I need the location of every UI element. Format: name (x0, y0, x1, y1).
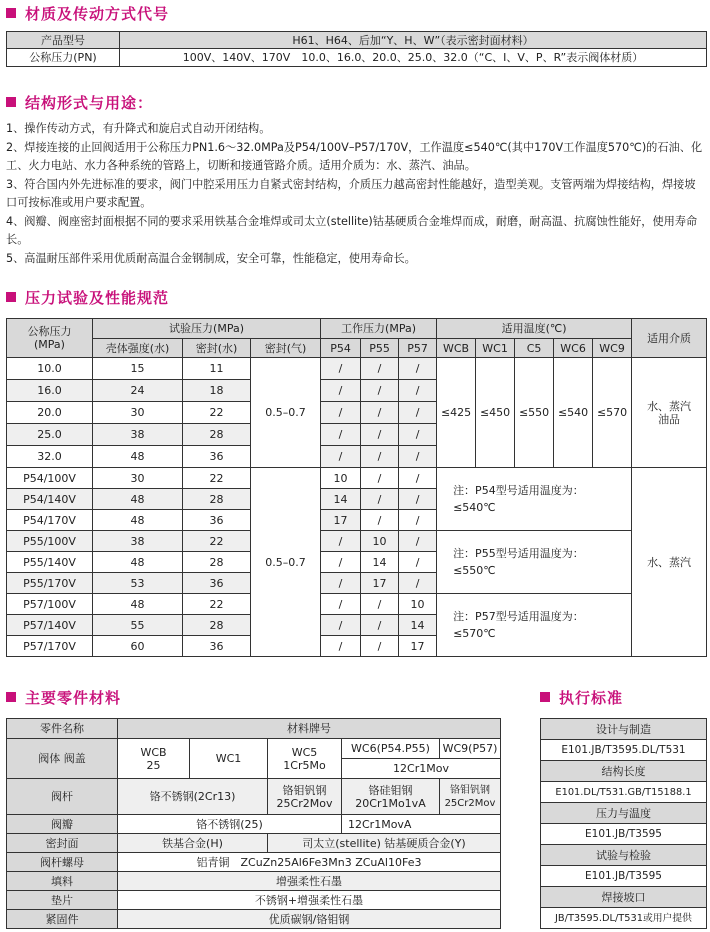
seal-cell: 28 (183, 615, 251, 636)
pn-cell: P54/140V (7, 489, 93, 510)
p55-cell: 17 (361, 573, 399, 594)
wc9-header: WC9 (593, 339, 632, 358)
list-item: 2、焊接连接的止回阀适用于公称压力PN1.6～32.0MPa及P54/100V–P57/170V，工作温度≤540℃(其中170V工作温度570℃)的石油、化工、火力电站、水力各种系统的管路上，切断和接通管路介质。适用介质为：水、蒸汽、油品。 (6, 140, 703, 172)
pn-cell: 20.0 (7, 402, 93, 424)
wc6-header: WC6 (554, 339, 593, 358)
p54-cell: / (321, 636, 361, 657)
wc6-temp: ≤540 (554, 358, 593, 468)
seal-cell: 11 (183, 358, 251, 380)
seal-cell: 18 (183, 380, 251, 402)
pn-cell: P55/140V (7, 552, 93, 573)
seal-air-cell: 0.5–0.7 (251, 358, 321, 468)
shell-cell: 24 (93, 380, 183, 402)
seal-cell: 28 (183, 552, 251, 573)
p55-header: P55 (361, 339, 399, 358)
stem-c: 铬硅钼钢 20Cr1Mo1vA (342, 779, 440, 815)
standard-heading: 结构长度 (541, 761, 707, 782)
pn-cell: 10.0 (7, 358, 93, 380)
product-model-label: 产品型号 (7, 32, 120, 49)
p55-cell: / (361, 468, 399, 489)
seal-cell: 22 (183, 468, 251, 489)
disc-a: 铬不锈钢(25) (118, 815, 342, 834)
p57-cell: / (399, 402, 437, 424)
pn-cell: P54/100V (7, 468, 93, 489)
square-bullet-icon (6, 292, 16, 302)
p54-header: P54 (321, 339, 361, 358)
wcb-header: WCB (437, 339, 476, 358)
p55-cell: / (361, 615, 399, 636)
nut-value: 铝青铜 ZCuZn25Al6Fe3Mn3 ZCuAl10Fe3 (118, 853, 501, 872)
nominal-header: 公称压力 (MPa) (7, 319, 93, 358)
wcb-temp: ≤425 (437, 358, 476, 468)
seal-cell: 36 (183, 573, 251, 594)
p54-cell: / (321, 573, 361, 594)
p57-header: P57 (399, 339, 437, 358)
shell-cell: 48 (93, 446, 183, 468)
p54-cell: / (321, 380, 361, 402)
medium-header: 适用介质 (632, 319, 707, 358)
shell-cell: 55 (93, 615, 183, 636)
standard-heading: 压力与温度 (541, 803, 707, 824)
gasket-value: 不锈钢+增强柔性石墨 (118, 891, 501, 910)
c5-header: C5 (515, 339, 554, 358)
square-bullet-icon (6, 8, 16, 18)
pn-cell: P57/170V (7, 636, 93, 657)
section-material-header (6, 4, 169, 22)
list-item: 3、符合国内外先进标准的要求，阀门中腔采用压力自紧式密封结构，介质压力越高密封性能越好，造型美观。支管两端为焊接结构，焊接坡口可按标准或用户要求配置。 (6, 177, 696, 209)
list-item: 1、操作传动方式，有升降式和旋启式自动开闭结构。 (6, 122, 271, 135)
p54-cell: 14 (321, 489, 361, 510)
body-wcb: WCB 25 (118, 739, 190, 779)
pressure-test-table (6, 318, 707, 657)
table-row (7, 468, 707, 489)
p57-cell: / (399, 380, 437, 402)
standard-value: E101.JB/T3595 (541, 866, 707, 887)
p54-cell: / (321, 358, 361, 380)
test-pressure-header: 试验压力(MPa) (93, 319, 321, 339)
seal-cell: 36 (183, 636, 251, 657)
standard-heading: 试验与检验 (541, 845, 707, 866)
section-pressure-header (6, 288, 169, 306)
nut-label: 阀杆螺母 (7, 853, 118, 872)
list-item: 4、阀瓣、阀座密封面根据不同的要求采用铁基合金堆焊或司太立(stellite)钴基硬质合金堆焊而成，耐磨，耐高温、抗腐蚀性能好，使用寿命长。 (6, 214, 698, 246)
section-title: 主要零件材料 (25, 688, 122, 707)
temp-header: 适用温度(℃) (437, 319, 632, 339)
p55-cell: / (361, 424, 399, 446)
standard-value: E101.JB/T3595.DL/T531 (541, 740, 707, 761)
p55-cell: / (361, 636, 399, 657)
p55-cell: 14 (361, 552, 399, 573)
p57-cell: 10 (399, 594, 437, 615)
p54-cell: / (321, 615, 361, 636)
structure-list (6, 120, 706, 268)
pn-cell: P57/100V (7, 594, 93, 615)
table-row (7, 358, 707, 380)
p54-cell: / (321, 594, 361, 615)
p55-cell: / (361, 402, 399, 424)
p57-cell: 17 (399, 636, 437, 657)
seal-air-header: 密封(气) (251, 339, 321, 358)
standard-value: E101.JB/T3595 (541, 824, 707, 845)
p57-cell: 14 (399, 615, 437, 636)
stem-label: 阀杆 (7, 779, 118, 815)
seal-air-cell: 0.5–0.7 (251, 468, 321, 657)
standard-value: E101.DL/T531.GB/T15188.1 (541, 782, 707, 803)
stem-a: 铬不锈钢(2Cr13) (118, 779, 268, 815)
section-parts-header (6, 688, 121, 706)
pn-cell: 32.0 (7, 446, 93, 468)
square-bullet-icon (6, 692, 16, 702)
wc1-temp: ≤450 (476, 358, 515, 468)
p57-note: 注：P57型号适用温度为： ≤570℃ (437, 594, 632, 657)
body-wc9: WC9(P57) (440, 739, 501, 759)
p55-note: 注：P55型号适用温度为： ≤550℃ (437, 531, 632, 594)
standard-value: JB/T3595.DL/T531或用户提供 (541, 908, 707, 929)
pn-cell: P57/140V (7, 615, 93, 636)
fastener-value: 优质碳钢/铬钼钢 (118, 910, 501, 929)
part-name-header: 零件名称 (7, 719, 118, 739)
seal-cell: 22 (183, 594, 251, 615)
seal-water-header: 密封(水) (183, 339, 251, 358)
p54-cell: / (321, 424, 361, 446)
shell-cell: 30 (93, 402, 183, 424)
packing-label: 填料 (7, 872, 118, 891)
p57-cell: / (399, 552, 437, 573)
shell-cell: 38 (93, 531, 183, 552)
seat-b: 司太立(stellite) 钴基硬质合金(Y) (268, 834, 501, 853)
seal-cell: 22 (183, 531, 251, 552)
section-standard-header (540, 688, 623, 706)
seal-cell: 28 (183, 489, 251, 510)
wc1-header: WC1 (476, 339, 515, 358)
seal-cell: 36 (183, 510, 251, 531)
p55-cell: / (361, 380, 399, 402)
body-wc1: WC1 (190, 739, 268, 779)
wc9-temp: ≤570 (593, 358, 632, 468)
p54-note: 注：P54型号适用温度为： ≤540℃ (437, 468, 632, 531)
standard-table (540, 718, 707, 929)
p55-cell: / (361, 446, 399, 468)
p54-cell: 10 (321, 468, 361, 489)
disc-b: 12Cr1MovA (342, 815, 501, 834)
nominal-pressure-label: 公称压力(PN) (7, 49, 120, 67)
shell-cell: 48 (93, 510, 183, 531)
p54-cell: 17 (321, 510, 361, 531)
seal-cell: 36 (183, 446, 251, 468)
square-bullet-icon (540, 692, 550, 702)
body-wc6: WC6(P54.P55) (342, 739, 440, 759)
p55-cell: / (361, 358, 399, 380)
section-title: 压力试验及性能规范 (25, 288, 170, 307)
product-model-value: H61、H64、后加“Y、H、W”（表示密封面材料） (120, 32, 707, 49)
stem-d: 铬钼钒钢 25Cr2Mov (440, 779, 501, 815)
p55-cell: / (361, 594, 399, 615)
shell-cell: 48 (93, 594, 183, 615)
body-wc5: WC5 1Cr5Mo (268, 739, 342, 779)
body-label: 阀体 阀盖 (7, 739, 118, 779)
section-structure-header (6, 93, 153, 111)
p54-cell: / (321, 446, 361, 468)
section-title: 执行标准 (559, 688, 624, 707)
gasket-label: 垫片 (7, 891, 118, 910)
p54-cell: / (321, 402, 361, 424)
p54-cell: / (321, 552, 361, 573)
shell-cell: 15 (93, 358, 183, 380)
work-pressure-header: 工作压力(MPa) (321, 319, 437, 339)
medium-cell: 水、蒸汽 油品 (632, 358, 707, 468)
seat-label: 密封面 (7, 834, 118, 853)
medium-cell: 水、蒸汽 (632, 468, 707, 657)
shell-cell: 30 (93, 468, 183, 489)
pn-cell: P54/170V (7, 510, 93, 531)
c5-temp: ≤550 (515, 358, 554, 468)
p54-cell: / (321, 531, 361, 552)
table-row (7, 594, 707, 615)
pn-cell: 25.0 (7, 424, 93, 446)
p57-cell: / (399, 531, 437, 552)
square-bullet-icon (6, 97, 16, 107)
shell-cell: 53 (93, 573, 183, 594)
list-item: 5、高温耐压部件采用优质耐高温合金钢制成，安全可靠，性能稳定，使用寿命长。 (6, 251, 416, 265)
body-12cr: 12Cr1Mov (342, 759, 501, 779)
p57-cell: / (399, 468, 437, 489)
stem-b: 铬钼钒钢 25Cr2Mov (268, 779, 342, 815)
p57-cell: / (399, 489, 437, 510)
p57-cell: / (399, 424, 437, 446)
section-title: 结构形式与用途： (25, 93, 154, 112)
p57-cell: / (399, 446, 437, 468)
shell-cell: 60 (93, 636, 183, 657)
fastener-label: 紧固件 (7, 910, 118, 929)
p55-cell: 10 (361, 531, 399, 552)
parts-material-table (6, 718, 501, 929)
pn-cell: P55/100V (7, 531, 93, 552)
seal-cell: 28 (183, 424, 251, 446)
shell-header: 壳体强度(水) (93, 339, 183, 358)
pn-cell: 16.0 (7, 380, 93, 402)
shell-cell: 48 (93, 552, 183, 573)
pn-cell: P55/170V (7, 573, 93, 594)
nominal-pressure-value: 100V、140V、170V 10.0、16.0、20.0、25.0、32.0（“C、I、V、P、R”表示阀体材质） (120, 49, 707, 67)
seat-a: 铁基合金(H) (118, 834, 268, 853)
p55-cell: / (361, 510, 399, 531)
disc-label: 阀瓣 (7, 815, 118, 834)
standard-heading: 焊接坡口 (541, 887, 707, 908)
section-title: 材质及传动方式代号 (25, 4, 170, 23)
p55-cell: / (361, 489, 399, 510)
p57-cell: / (399, 573, 437, 594)
standard-heading: 设计与制造 (541, 719, 707, 740)
packing-value: 增强柔性石墨 (118, 872, 501, 891)
shell-cell: 48 (93, 489, 183, 510)
seal-cell: 22 (183, 402, 251, 424)
table-row (7, 531, 707, 552)
p57-cell: / (399, 510, 437, 531)
shell-cell: 38 (93, 424, 183, 446)
material-code-table (6, 31, 707, 67)
p57-cell: / (399, 358, 437, 380)
material-header: 材料牌号 (118, 719, 501, 739)
